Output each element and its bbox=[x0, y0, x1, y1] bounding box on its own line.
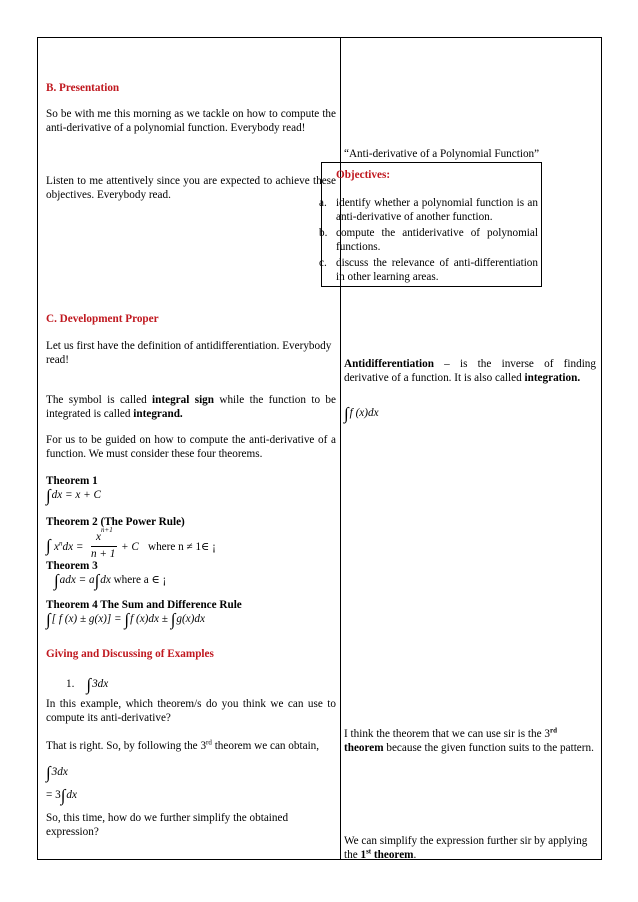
development-paragraph-3: For us to be guided on how to compute the anti-derivative of a function. We must consider these four theorems. bbox=[46, 434, 336, 460]
development-heading: C. Development Proper bbox=[46, 313, 159, 325]
integral-sign-icon: ∫ bbox=[60, 786, 66, 805]
integral-sign-icon: ∫ bbox=[46, 486, 51, 505]
examples-heading: Giving and Discussing of Examples bbox=[46, 648, 214, 660]
integral-sign-icon: ∫ bbox=[86, 675, 92, 694]
definition-formula: ∫f (x)dx bbox=[344, 404, 379, 423]
objectives-heading: Objectives: bbox=[336, 169, 391, 181]
example-question-1: In this example, which theorem/s do you think we can use to compute its anti-derivative? bbox=[46, 698, 336, 724]
integral-sign-icon: ∫ bbox=[54, 571, 59, 590]
example-1: 1. ∫3dx bbox=[66, 675, 109, 694]
integral-sign-icon: ∫ bbox=[46, 763, 51, 782]
objective-item: b. compute the antiderivative of polynomial functions. bbox=[319, 227, 538, 253]
integral-sign-icon: ∫ bbox=[344, 404, 349, 423]
example-step-2: = 3∫dx bbox=[46, 786, 77, 805]
integral-sign-icon: ∫ bbox=[170, 610, 176, 629]
integral-sign-icon: ∫ bbox=[124, 610, 130, 629]
theorem-1-formula: ∫dx = x + C bbox=[46, 486, 101, 505]
theorem-3-formula: ∫adx = a∫dx where a ∈ ¡ bbox=[54, 571, 167, 590]
theorem-2-formula: ∫ $x^ndx$ = $x^{n+1}$ n + 1 + C where n ≠ 1∈ ¡ bbox=[46, 526, 216, 560]
lesson-title: “Anti-derivative of a Polynomial Function” bbox=[344, 148, 540, 160]
development-paragraph-1: Let us first have the definition of antidifferentiation. Everybody read! bbox=[46, 340, 332, 366]
presentation-paragraph-1: So be with me this morning as we tackle on how to compute the anti-derivative of a polynomial function. Everybody read! bbox=[46, 108, 336, 134]
objective-item: a. identify whether a polynomial function is an anti-derivative of another function. bbox=[319, 197, 538, 223]
theorem-3-title: Theorem 3 bbox=[46, 560, 98, 572]
integral-sign-icon: ∫ bbox=[46, 610, 51, 629]
presentation-paragraph-2: Listen to me attentively since you are expected to achieve these objectives. Everybody read. bbox=[46, 175, 336, 201]
objective-item: c. discuss the relevance of anti-differentiation in other learning areas. bbox=[319, 257, 538, 283]
example-step-1: ∫3dx bbox=[46, 763, 68, 782]
objectives-box bbox=[321, 162, 542, 287]
integral-sign-icon: ∫ bbox=[46, 536, 51, 555]
theorem-1-title: Theorem 1 bbox=[46, 475, 98, 487]
presentation-heading: B. Presentation bbox=[46, 82, 120, 94]
theorem-2-title: Theorem 2 (The Power Rule) bbox=[46, 516, 185, 528]
example-question-2: So, this time, how do we further simplify the obtained expression? bbox=[46, 812, 289, 838]
definition-text: Antidifferentiation – is the inverse of finding derivative of a function. It is also called integration. bbox=[344, 358, 596, 384]
theorem-4-title: Theorem 4 The Sum and Difference Rule bbox=[46, 599, 242, 611]
student-response-2: We can simplify the expression further sir by applying the 1st theorem. bbox=[344, 835, 588, 861]
development-paragraph-2: The symbol is called integral sign while the function to be integrated is called integrand. bbox=[46, 394, 336, 420]
lesson-plan-table bbox=[37, 37, 602, 860]
integral-sign-icon: ∫ bbox=[94, 571, 100, 590]
student-response-1: I think the theorem that we can use sir is the 3rd theorem because the given function suits to the pattern. bbox=[344, 726, 594, 754]
example-answer-1: That is right. So, by following the 3rd theorem we can obtain, bbox=[46, 738, 320, 752]
objectives-list bbox=[312, 197, 538, 285]
theorem-4-formula: ∫[ f (x) ± g(x)] = ∫f (x)dx ± ∫g(x)dx bbox=[46, 610, 205, 629]
